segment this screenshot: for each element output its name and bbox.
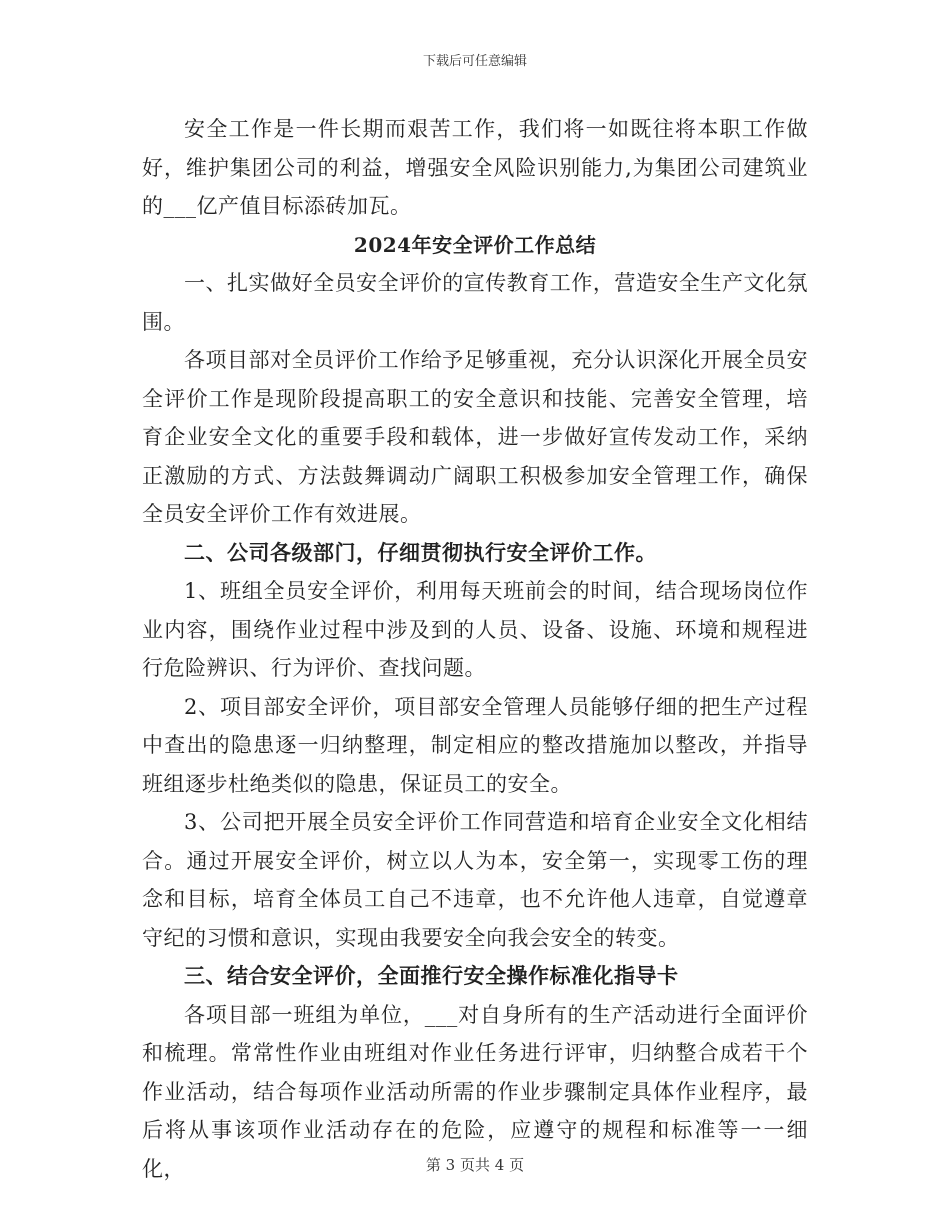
paragraph-intro: 安全工作是一件长期而艰苦工作，我们将一如既往将本职工作做好，维护集团公司的利益，增强安全风险识别能力,为集团公司建筑业的___亿产值目标添砖加瓦。 [142,117,808,218]
section-heading-3: 三、结合安全评价，全面推行安全操作标准化指导卡 [184,963,679,988]
paragraph-item-2: 2、项目部安全评价，项目部安全管理人员能够仔细的把生产过程中查出的隐患逐一归纳整理，制定相应的整改措施加以整改，并指导班组逐步杜绝类似的隐患，保证员工的安全。 [142,694,808,796]
section-heading-1: 一、扎实做好全员安全评价的宣传教育工作，营造安全生产文化氛围。 [142,271,808,334]
page-footer: 第 3 页共 4 页 [425,1156,525,1174]
paragraph-section-1: 各项目部对全员评价工作给予足够重视，充分认识深化开展全员安全评价工作是现阶段提高职工的安全意识和技能、完善安全管理，培育企业安全文化的重要手段和载体，进一步做好宣传发动工作，采纳正激励的方式、方法鼓舞调动广阔职工积极参加安全管理工作，确保全员安全评价工作有效进展。 [142,348,808,526]
section-heading-2: 二、公司各级部门，仔细贯彻执行安全评价工作。 [184,539,657,565]
paragraph-item-3: 3、公司把开展全员安全评价工作同营造和培育企业安全文化相结合。通过开展安全评价，树立以人为本，安全第一，实现零工伤的理念和目标，培育全体员工自己不违章，也不允许他人违章，自觉遵章守纪的习惯和意识，实现由我要安全向我会安全的转变。 [142,810,808,950]
paragraph-item-1: 1、班组全员安全评价，利用每天班前会的时间，结合现场岗位作业内容，围绕作业过程中涉及到的人员、设备、设施、环境和规程进行危险辨识、行为评价、查找问题。 [142,579,808,680]
document-body [142,110,808,1188]
paragraph-section-3: 各项目部一班组为单位，___对自身所有的生产活动进行全面评价和梳理。常常性作业由班组对作业任务进行评审，归纳整合成若干个作业活动，结合每项作业活动所需的作业步骤制定具体作业程序，最后将从事该项作业活动存在的危险，应遵守的规程和标准等一一细化， [142,1002,808,1181]
page-header: 下载后可任意编辑 [422,54,527,69]
document-title: 2024年安全评价工作总结 [353,232,597,257]
